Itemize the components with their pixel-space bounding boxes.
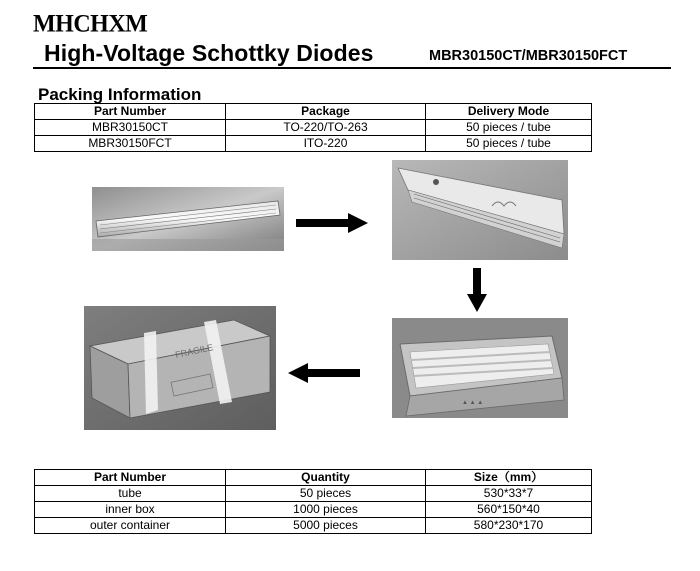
table-cell: 580*230*170 — [426, 518, 592, 534]
table-cell: 530*33*7 — [426, 486, 592, 502]
inner-box-photo — [392, 318, 568, 418]
column-header: Size（mm） — [426, 470, 592, 486]
fragile-label: FRAGILE — [174, 342, 215, 360]
column-header: Package — [226, 104, 426, 120]
table-cell: 50 pieces — [226, 486, 426, 502]
column-header: Part Number — [35, 470, 226, 486]
svg-text:▲ ▲ ▲: ▲ ▲ ▲ — [462, 400, 484, 406]
table-cell: MBR30150CT — [35, 120, 226, 136]
table-row — [35, 502, 592, 518]
brand-logo: MHCHXM — [33, 10, 148, 38]
table-cell: ITO-220 — [226, 136, 426, 152]
outer-container-photo — [84, 306, 276, 430]
arrow-left-icon — [288, 363, 360, 383]
table-cell: inner box — [35, 502, 226, 518]
page-title: High-Voltage Schottky Diodes — [44, 40, 374, 66]
table-cell: outer container — [35, 518, 226, 534]
packing-table — [34, 103, 592, 152]
table-header-row — [35, 104, 592, 120]
header-rule — [33, 67, 671, 69]
column-header: Quantity — [226, 470, 426, 486]
tube-photo — [92, 187, 284, 251]
column-header: Part Number — [35, 104, 226, 120]
arrow-down-icon — [467, 268, 487, 312]
column-header: Delivery Mode — [426, 104, 592, 120]
table-cell: 1000 pieces — [226, 502, 426, 518]
arrow-right-icon — [296, 213, 368, 233]
quantity-table — [34, 469, 592, 534]
table-cell: 5000 pieces — [226, 518, 426, 534]
section-heading: Packing Information — [38, 85, 202, 104]
tube-box-photo — [392, 160, 568, 260]
table-row — [35, 486, 592, 502]
table-cell: tube — [35, 486, 226, 502]
table-cell: MBR30150FCT — [35, 136, 226, 152]
table-row — [35, 518, 592, 534]
table-cell: TO-220/TO-263 — [226, 120, 426, 136]
table-cell: 50 pieces / tube — [426, 136, 592, 152]
part-numbers-title: MBR30150CT/MBR30150FCT — [429, 48, 628, 64]
table-header-row — [35, 470, 592, 486]
table-cell: 50 pieces / tube — [426, 120, 592, 136]
table-cell: 560*150*40 — [426, 502, 592, 518]
table-row — [35, 136, 592, 152]
table-row — [35, 120, 592, 136]
